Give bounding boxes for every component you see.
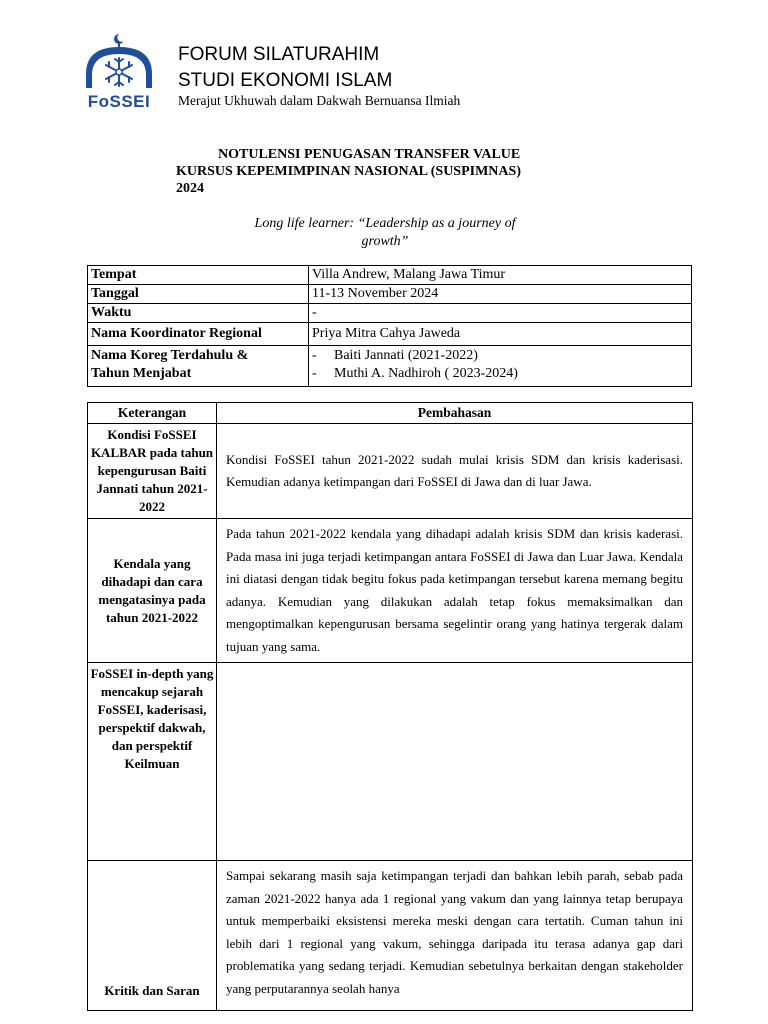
tanggal-value: 11-13 November 2024 <box>309 285 692 304</box>
koreg-label <box>88 346 309 387</box>
table-header-row <box>88 403 693 424</box>
koreg-label-line2: Tahun Menjabat <box>91 366 192 381</box>
document-title <box>176 146 596 197</box>
list-dash: - <box>312 348 317 363</box>
org-name-line2: STUDI EKONOMI ISLAM <box>178 70 393 91</box>
org-name-line1: FORUM SILATURAHIM <box>178 44 380 65</box>
title-line3: 2024 <box>176 181 204 196</box>
logo-wordmark: FoSSEI <box>87 92 151 111</box>
table-row <box>88 663 693 861</box>
header-pembahasan: Pembahasan <box>217 403 693 424</box>
info-row-koreg <box>88 346 692 387</box>
tempat-label: Tempat <box>88 266 309 285</box>
title-line2: KURSUS KEPEMIMPINAN NASIONAL (SUSPIMNAS) <box>176 164 521 179</box>
info-row-tanggal <box>88 285 692 304</box>
header-keterangan: Keterangan <box>88 403 217 424</box>
mosque-snowflake-icon <box>76 30 162 92</box>
discussion-table <box>87 402 693 1011</box>
title-line1: NOTULENSI PENUGASAN TRANSFER VALUE <box>218 147 521 162</box>
theme-quote <box>220 215 550 251</box>
list-dash: - <box>312 366 317 381</box>
org-tagline: Merajut Ukhuwah dalam Dakwah Bernuansa Ilmiah <box>178 93 461 108</box>
info-row-koordinator <box>88 323 692 346</box>
info-row-waktu <box>88 304 692 323</box>
tempat-value: Villa Andrew, Malang Jawa Timur <box>309 266 692 285</box>
koordinator-label: Nama Koordinator Regional <box>88 323 309 346</box>
row-label: Kendala yang dihadapi dan cara mengatasinya pada tahun 2021-2022 <box>88 519 217 663</box>
waktu-value: - <box>309 304 692 323</box>
koreg-item-1: Baiti Jannati (2021-2022) <box>334 348 478 363</box>
table-row <box>88 519 693 663</box>
row-content: Sampai sekarang masih saja ketimpangan terjadi dan bahkan lebih parah, sebab pada zaman 2021-2022 hanya ada 1 regional yang vakum dan yang lainnya tetap berupaya untuk memperbaiki eksistensi mereka meski dengan cara tertatih. Cuman tahun ini lebih dari 1 regional yang vakum, sehingga daripada itu terasa adanya gap dari problematika yang sedang terjadi. Kemudian sebetulnya berkaitan dengan stakeholder yang perputarannya seolah hanya <box>217 861 693 1011</box>
row-label: FoSSEI in-depth yang mencakup sejarah FoSSEI, kaderisasi, perspektif dakwah, dan perspektif Keilmuan <box>88 663 217 861</box>
quote-line1: Long life learner: “Leadership as a journey of <box>254 216 516 231</box>
row-label: Kritik dan Saran <box>88 861 217 1011</box>
event-info-table <box>87 265 692 387</box>
row-content: Pada tahun 2021-2022 kendala yang dihadapi adalah krisis SDM dan krisis kaderasi. Pada masa ini juga terjadi ketimpangan antara FoSSEI di Jawa dan Luar Jawa. Kendala ini diatasi dengan tidak begitu fokus pada ketimpangan tersebut karena memang begitu adanya. Kemudian yang dilakukan adalah tetap fokus memaksimalkan dan mengoptimalkan kepengurusan bersama segelintir orang yang hatinya tergerak dalam tujuan yang sama. <box>217 519 693 663</box>
row-label: Kondisi FoSSEI KALBAR pada tahun kepengurusan Baiti Jannati tahun 2021-2022 <box>88 424 217 519</box>
row-content: Kondisi FoSSEI tahun 2021-2022 sudah mulai krisis SDM dan krisis kaderisasi. Kemudian adanya ketimpangan dari FoSSEI di Jawa dan di luar Jawa. <box>217 424 693 519</box>
koreg-item-2: Muthi A. Nadhiroh ( 2023-2024) <box>334 366 518 381</box>
koreg-list <box>309 346 692 387</box>
koreg-label-line1: Nama Koreg Terdahulu & <box>91 348 249 363</box>
koordinator-value: Priya Mitra Cahya Jaweda <box>309 323 692 346</box>
table-row <box>88 424 693 519</box>
organization-name <box>178 42 392 94</box>
fossei-logo <box>76 30 162 112</box>
info-row-tempat <box>88 266 692 285</box>
row-content <box>217 663 693 861</box>
waktu-label: Waktu <box>88 304 309 323</box>
table-row <box>88 861 693 1011</box>
koreg-list-item <box>312 347 688 365</box>
tanggal-label: Tanggal <box>88 285 309 304</box>
quote-line2: growth” <box>361 234 409 249</box>
koreg-list-item <box>312 365 688 383</box>
